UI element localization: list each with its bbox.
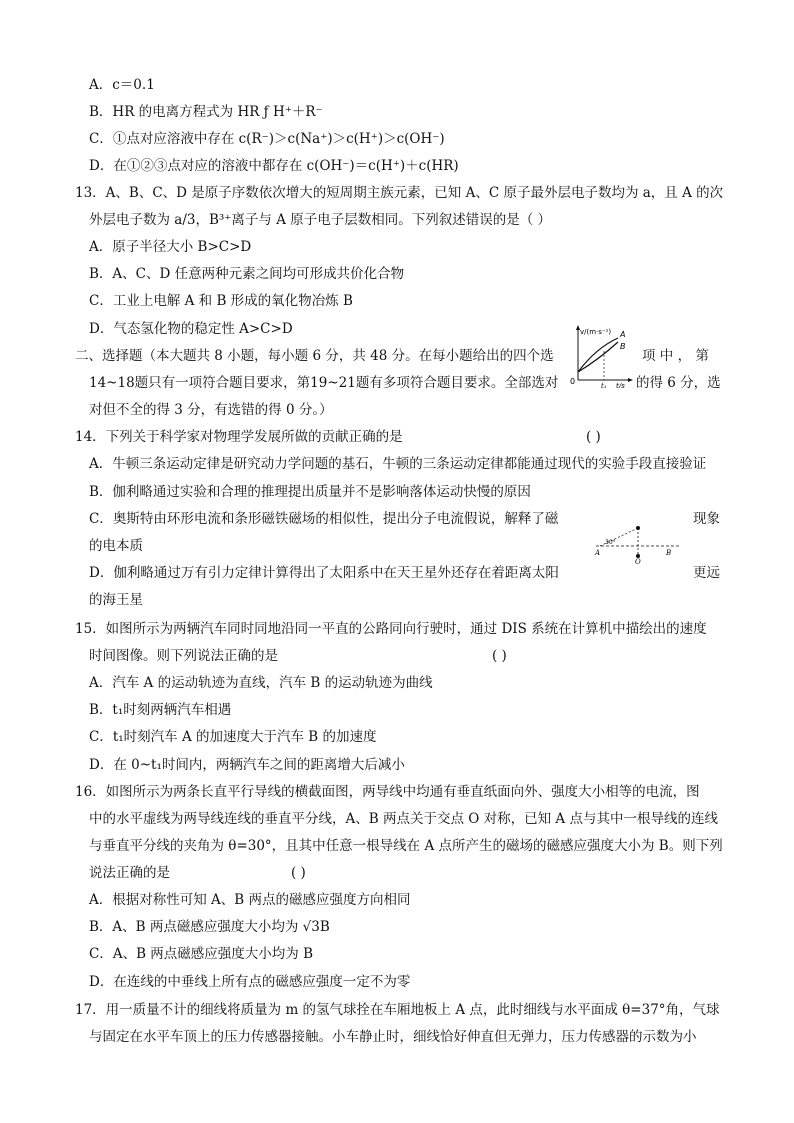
curve-a: [578, 338, 618, 372]
angle-label: 30°: [605, 539, 616, 546]
section2-line3: 对但不全的得 3 分，有选错的得 0 分。）: [89, 402, 333, 418]
q13-stem-line1: 13．A、B、C、D 是原子序数依次增大的短周期主族元素，已知 A、C 原子最外层电子数均为 a，且 A 的次: [75, 185, 724, 201]
q17-stem-line1: 17．用一质量不计的细线将质量为 m 的氢气球拴在车厢地板上 A 点，此时细线与水平面成 θ=37°角，气球: [75, 1002, 720, 1018]
q14-option-b: B．伽利略通过实验和合理的推理提出质量并不是影响落体运动快慢的原因: [89, 484, 531, 500]
graph-y-label: v/(m·s⁻¹): [580, 328, 612, 336]
section2-line1-tail: 项 中 ， 第: [642, 348, 709, 364]
section2-line2: 14~18题只有一项符合题目要求，第19~21题有多项符合题目要求。全部选对: [89, 375, 559, 391]
q16-stem-line2: 中的水平虚线为两导线连线的垂直平分线，A、B 两点关于交点 O 对称，已知 A 点与其中一根导线的连线: [89, 811, 718, 827]
graph-curve-a-label: A: [620, 330, 626, 339]
point-b-label: B: [666, 549, 672, 557]
graph-x-arrow: [628, 378, 633, 382]
q12-option-a: A．c＝0.1: [89, 77, 155, 93]
q13-option-c: C．工业上电解 A 和 B 形成的氧化物冶炼 B: [89, 293, 353, 309]
q14-stem: 14．下列关于科学家对物理学发展所做的贡献正确的是: [75, 429, 403, 445]
q16-option-d: D．在连线的中垂线上所有点的磁感应强度一定不为零: [89, 974, 411, 990]
q15-stem-line1: 15．如图所示为两辆汽车同时同地沿同一平直的公路同向行驶时，通过 DIS 系统在计算机中描绘出的速度: [75, 621, 707, 637]
point-o-label: O: [635, 558, 641, 564]
q16-stem-line3: 与垂直平分线的夹角为 θ=30°，且其中任意一根导线在 A 点所产生的磁场的磁感应强度大小为 B。则下列: [89, 838, 723, 854]
graph-t1-label: t₁: [601, 382, 607, 388]
q16-stem-line1: 16．如图所示为两条长直平行导线的横截面图，两导线中均通有垂直纸面向外、强度大小相等的电流，图: [75, 784, 700, 800]
q15-stem-line2: 时间图像。则下列说法正确的是: [89, 648, 278, 664]
q13-stem-line2: 外层电子数为 a/3，B³⁺离子与 A 原子电子层数相同。下列叙述错误的是（ ）: [89, 212, 552, 228]
q17-stem-line2: 与固定在水平车顶上的压力传感器接触。小车静止时，细线恰好伸直但无弹力，压力传感器的示数为小: [89, 1029, 697, 1045]
q13-option-b: B．A、C、D 任意两种元素之间均可形成共价化合物: [89, 266, 405, 282]
velocity-time-graph: [568, 322, 638, 388]
graph-curve-b-label: B: [620, 342, 626, 351]
q14-option-c-line1: C．奥斯特由环形电流和条形磁铁磁场的相似性，提出分子电流假说，解释了磁: [89, 511, 559, 527]
q16-option-b: B．A、B 两点磁感应强度大小均为 √3B: [89, 919, 330, 935]
q12-option-c: C．①点对应溶液中存在 c(R⁻)＞c(Na⁺)＞c(H⁺)＞c(OH⁻): [89, 131, 445, 147]
q16-stem-line4: 说法正确的是: [89, 865, 170, 881]
q14-option-d-line1-tail: 更远: [693, 565, 720, 581]
parallel-wires-figure: [588, 522, 688, 564]
q15-option-d: D．在 0~t₁时间内，两辆汽车之间的距离增大后减小: [89, 757, 405, 773]
q14-option-a: A．牛顿三条运动定律是研究动力学问题的基石，牛顿的三条运动定律都能通过现代的实验手段直接验证: [89, 456, 707, 472]
q15-option-c: C．t₁时刻汽车 A 的加速度大于汽车 B 的加速度: [89, 729, 377, 745]
q12-option-d: D．在①②③点对应的溶液中都存在 c(OH⁻)＝c(H⁺)＋c(HR): [89, 158, 459, 174]
q14-option-d-line1: D．伽利略通过万有引力定律计算得出了太阳系中在天王星外还存在着距离太阳: [89, 565, 559, 581]
q16-answer-paren: ( ): [291, 865, 306, 881]
q14-option-d-line2: 的海王星: [89, 592, 143, 608]
q13-option-a: A．原子半径大小 B>C>D: [89, 239, 252, 255]
graph-origin-label: 0: [570, 377, 576, 386]
curve-b: [578, 342, 618, 372]
section2-line2-tail: 的得 6 分，选: [636, 375, 721, 391]
graph-x-label: t/s: [616, 382, 625, 388]
q15-answer-paren: ( ): [492, 648, 507, 664]
q13-option-d: D．气态氢化物的稳定性 A>C>D: [89, 321, 293, 337]
q12-option-b: B．HR 的电离方程式为 HR ƒ H⁺＋R⁻: [89, 104, 323, 120]
q15-option-a: A．汽车 A 的运动轨迹为直线，汽车 B 的运动轨迹为曲线: [89, 675, 433, 691]
point-a-label: A: [595, 549, 601, 557]
q14-answer-paren: ( ): [586, 429, 601, 445]
q15-option-b: B．t₁时刻两辆汽车相遇: [89, 702, 232, 718]
q14-option-c-line2: 的电本质: [89, 538, 143, 554]
q16-option-c: C．A、B 两点磁感应强度大小均为 B: [89, 946, 314, 962]
section2-line1: 二、选择题（本大题共 8 小题，每小题 6 分，共 48 分。在每小题给出的四个选: [75, 348, 554, 364]
q14-option-c-line1-tail: 现象: [693, 511, 720, 527]
q16-option-a: A．根据对称性可知 A、B 两点的磁感应强度方向相同: [89, 892, 411, 908]
